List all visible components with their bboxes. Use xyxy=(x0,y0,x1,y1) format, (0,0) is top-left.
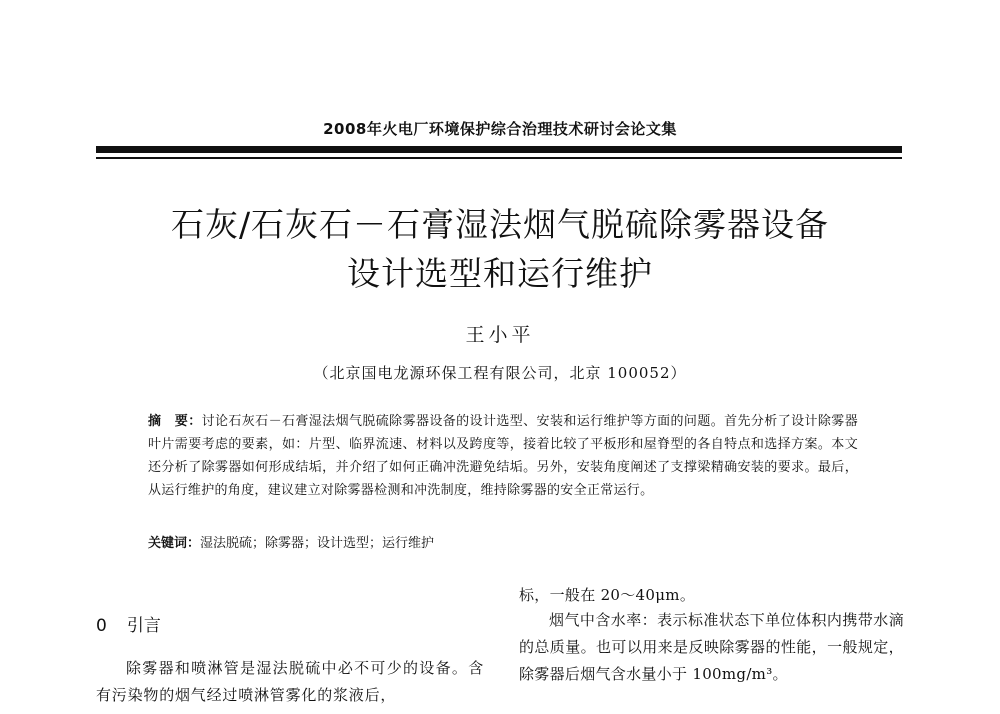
section-number: 0 xyxy=(96,616,107,636)
header-rule-thick xyxy=(96,146,902,153)
keywords-label: 关键词： xyxy=(148,536,201,551)
abstract xyxy=(148,410,858,502)
abstract-label: 摘 要： xyxy=(148,414,202,429)
abstract-text: 讨论石灰石－石膏湿法烟气脱硫除雾器设备的设计选型、安装和运行维护等方面的问题。首先分析了设计除雾器叶片需要考虑的要素，如：片型、临界流速、材料以及跨度等，接着比较了平板形和屋脊型的各自特点和选择方案。本文还分析了除雾器如何形成结垢，并介绍了如何正确冲洗避免结垢。另外，安装角度阐述了支撑梁精确安装的要求。最后，从运行维护的角度，建议建立对除雾器检测和冲洗制度，维持除雾器的安全正常运行。 xyxy=(148,414,858,498)
running-head: 2008年火电厂环境保护综合治理技术研讨会论文集 xyxy=(323,120,677,138)
author-name: 王小平 xyxy=(465,324,535,346)
section-title: 引言 xyxy=(126,616,161,636)
header-rule-thin xyxy=(96,157,902,159)
right-column-line: 标，一般在 20～40μm。 xyxy=(519,586,696,604)
paper-title-line-2: 设计选型和运行维护 xyxy=(347,254,653,293)
left-column-paragraph: 除雾器和喷淋管是湿法脱硫中必不可少的设备。含有污染物的烟气经过喷淋管雾化的浆液后， xyxy=(96,659,484,704)
keywords-text: 湿法脱硫；除雾器；设计选型；运行维护 xyxy=(200,536,435,551)
section-heading xyxy=(96,611,161,636)
paper-title-line-1: 石灰/石灰石－石膏湿法烟气脱硫除雾器设备 xyxy=(170,205,830,244)
right-column-paragraph: 烟气中含水率：表示标准状态下单位体积内携带水滴的总质量。也可以用来是反映除雾器的性能，一般规定，除雾器后烟气含水量小于 100mg/m³。 xyxy=(519,611,904,683)
author-affiliation: （北京国电龙源环保工程有限公司，北京 100052） xyxy=(313,364,687,382)
keywords xyxy=(148,534,858,554)
